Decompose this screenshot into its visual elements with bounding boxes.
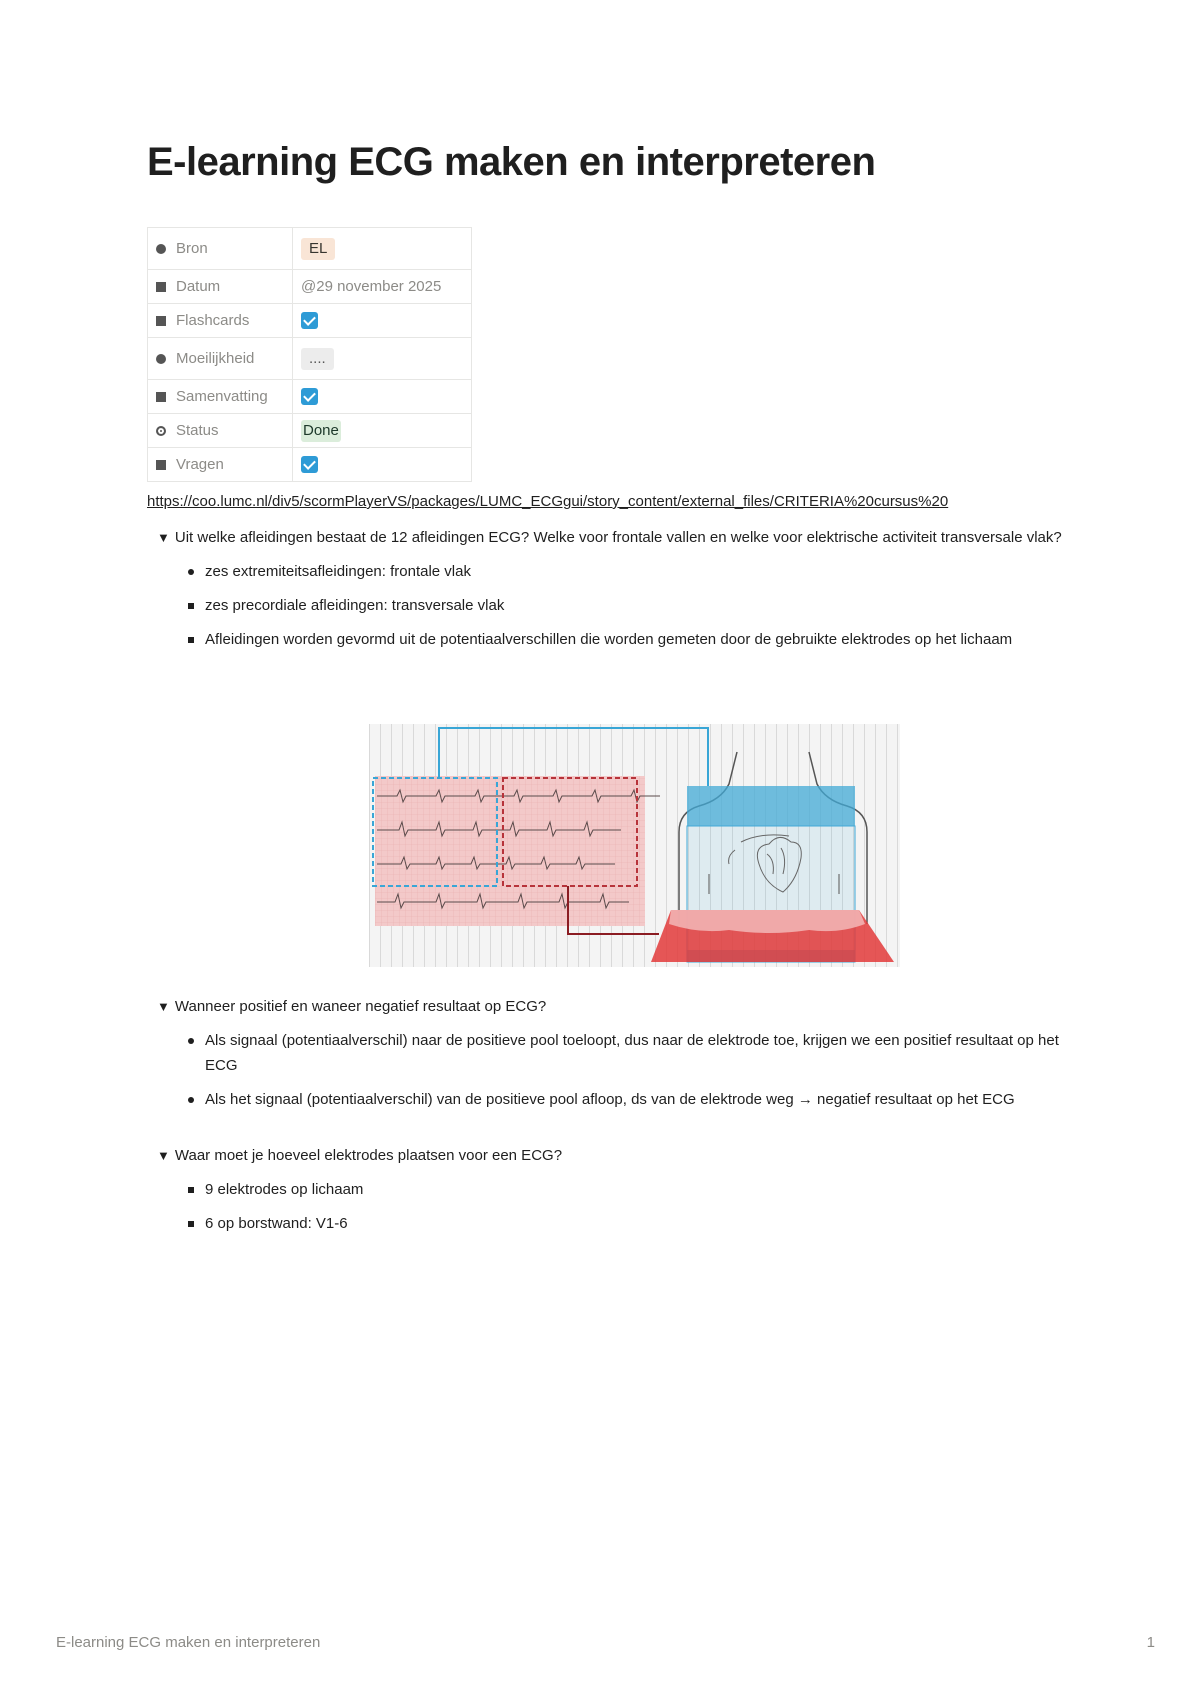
- bullet-list: [157, 1028, 1067, 1112]
- page-title: E-learning ECG maken en interpreteren: [147, 140, 876, 184]
- triangle-down-icon[interactable]: ▼: [157, 530, 170, 545]
- toggle-header[interactable]: [157, 525, 1067, 550]
- property-row-moeilijkheid[interactable]: [148, 338, 472, 380]
- status-tag: Done: [301, 420, 341, 442]
- property-row-bron[interactable]: [148, 228, 472, 270]
- property-row-samenvatting[interactable]: [148, 380, 472, 414]
- property-key: Moeilijkheid: [176, 350, 255, 367]
- toggle-question: Waar moet je hoeveel elektrodes plaatsen voor een ECG?: [174, 1147, 563, 1164]
- list-item: zes extremiteitsafleidingen: frontale vlak: [205, 559, 1067, 584]
- toggle-question: Uit welke afleidingen bestaat de 12 afleidingen ECG? Welke voor frontale vallen en welke voor elektrische activiteit transversale vlak?: [174, 529, 1062, 546]
- toggle-block-positief-negatief: [157, 994, 1067, 1121]
- source-link[interactable]: https://coo.lumc.nl/div5/scormPlayerVS/packages/LUMC_ECGgui/story_content/external_files/CRITERIA%20cursus%20: [147, 493, 949, 510]
- checkbox-property-icon: [156, 316, 166, 326]
- triangle-down-icon[interactable]: ▼: [157, 1148, 170, 1163]
- triangle-down-icon[interactable]: ▼: [157, 999, 170, 1014]
- list-item: 6 op borstwand: V1-6: [205, 1211, 1067, 1236]
- ecg-illustration: [369, 724, 900, 967]
- properties-table: [147, 227, 472, 482]
- list-item: Afleidingen worden gevormd uit de potentiaalverschillen die worden gemeten door de gebruikte elektrodes op het lichaam: [205, 627, 1067, 652]
- list-item: Als het signaal (potentiaalverschil) van de positieve pool afloop, ds van de elektrode weg → negatief resultaat op het ECG: [205, 1087, 1067, 1112]
- property-key: Status: [176, 422, 219, 439]
- toggle-block-elektrodes: [157, 1143, 1067, 1245]
- checkbox-property-icon: [156, 392, 166, 402]
- select-icon: [156, 244, 166, 254]
- calendar-icon: [156, 282, 166, 292]
- list-item: zes precordiale afleidingen: transversale vlak: [205, 593, 1067, 618]
- toggle-header[interactable]: [157, 1143, 1067, 1168]
- toggle-question: Wanneer positief en waneer negatief resultaat op ECG?: [174, 998, 547, 1015]
- property-row-flashcards[interactable]: [148, 304, 472, 338]
- property-key: Vragen: [176, 456, 224, 473]
- status-icon: [156, 426, 166, 436]
- toggle-header[interactable]: [157, 994, 1067, 1019]
- bron-tag: EL: [301, 238, 335, 260]
- moeilijkheid-tag: ....: [301, 348, 334, 370]
- toggle-block-afleidingen: [157, 525, 1067, 661]
- property-key: Flashcards: [176, 312, 250, 329]
- property-row-vragen[interactable]: [148, 448, 472, 482]
- bullet-list: [157, 1177, 1067, 1236]
- property-row-datum[interactable]: [148, 270, 472, 304]
- bullet-list: [157, 559, 1067, 584]
- vragen-checkbox[interactable]: [301, 456, 318, 473]
- datum-value[interactable]: @29 november 2025: [293, 270, 472, 304]
- list-item: Als signaal (potentiaalverschil) naar de positieve pool toeloopt, dus naar de elektrode toe, krijgen we een positief resultaat op het ECG: [205, 1028, 1067, 1078]
- property-row-status[interactable]: [148, 414, 472, 448]
- property-key: Bron: [176, 240, 208, 257]
- page-number: 1: [1146, 1634, 1155, 1651]
- property-key: Datum: [176, 278, 221, 295]
- ecg-leads-figure: [369, 724, 900, 972]
- bullet-list: [157, 593, 1067, 652]
- checkbox-property-icon: [156, 460, 166, 470]
- property-key: Samenvatting: [176, 388, 268, 405]
- samenvatting-checkbox[interactable]: [301, 388, 318, 405]
- select-icon: [156, 354, 166, 364]
- list-item: 9 elektrodes op lichaam: [205, 1177, 1067, 1202]
- flashcards-checkbox[interactable]: [301, 312, 318, 329]
- footer-title: E-learning ECG maken en interpreteren: [56, 1634, 321, 1651]
